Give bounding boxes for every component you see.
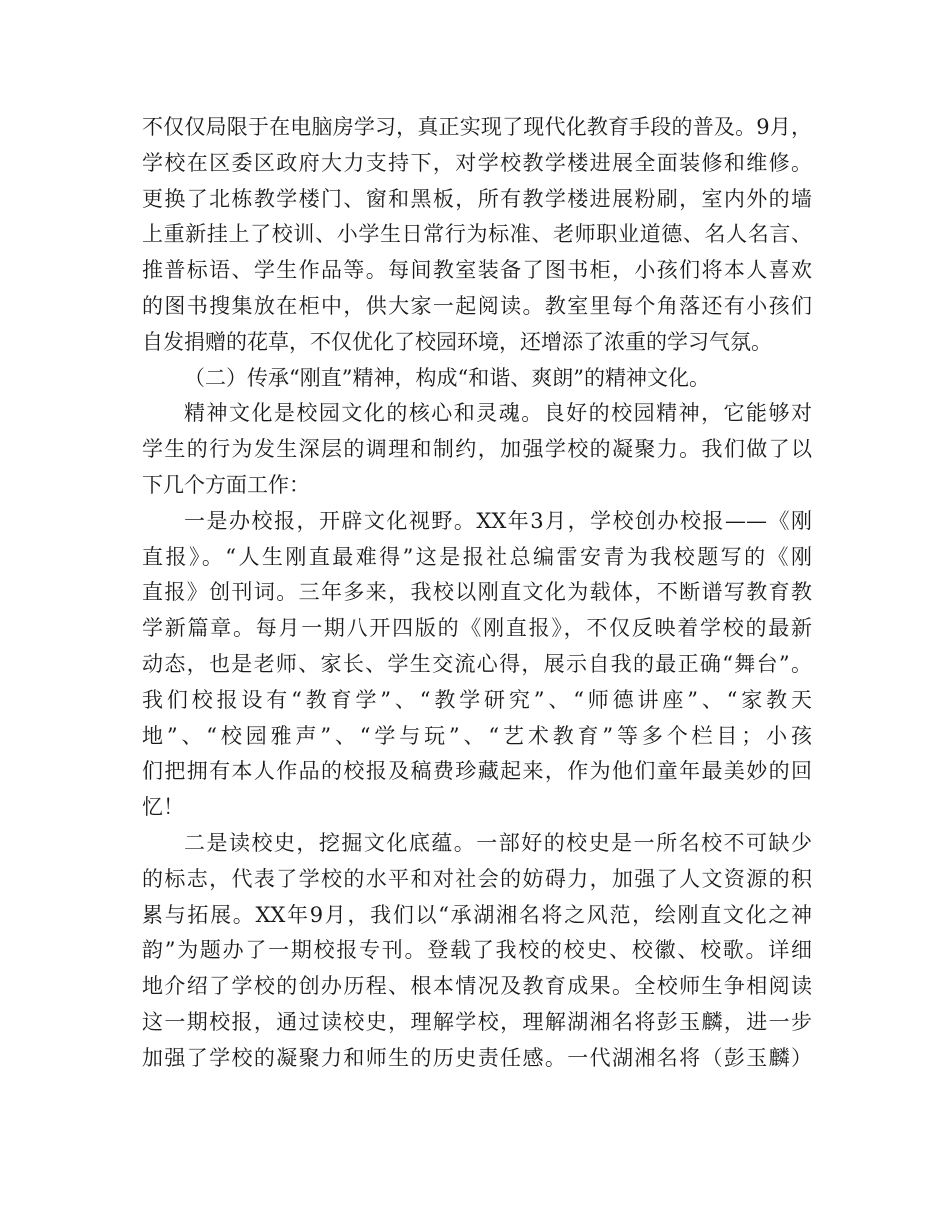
text-line: 学校在区委区政府大力支持下，对学校教学楼进展全面装修和维修。 [142, 150, 812, 175]
text-line: 不仅仅局限于在电脑房学习，真正实现了现代化教育手段的普及。9月， [142, 115, 812, 139]
text-line: 学生的行为发生深层的调理和制约，加强学校的凝聚力。我们做了以 [142, 437, 812, 462]
text-line: 我们校报设有“教育学”、“教学研究”、“师德讲座”、“家教天 [142, 687, 812, 712]
text-line: 加强了学校的凝聚力和师生的历史责任感。一代湖湘名将（彭玉麟） [142, 1045, 812, 1070]
document-page [142, 110, 812, 1077]
text-line: 累与拓展。XX年9月，我们以“承湖湘名将之风范，绘刚直文化之神 [142, 902, 812, 927]
text-line: 忆！ [142, 795, 184, 820]
text-line: 地介绍了学校的创办历程、根本情况及教育成果。全校师生争相阅读 [142, 974, 812, 999]
section-heading: （二）传承“刚直”精神，构成“和谐、爽朗”的精神文化。 [184, 365, 710, 390]
text-line: 精神文化是校园文化的核心和灵魂。良好的校园精神，它能够对 [184, 401, 812, 426]
text-line: 韵”为题办了一期校报专刊。登载了我校的校史、校徽、校歌。详细 [142, 938, 812, 963]
text-line: 自发捐赠的花草，不仅优化了校园环境，还增添了浓重的学习气氛。 [142, 329, 772, 354]
text-line: 上重新挂上了校训、小学生日常行为标准、老师职业道德、名人名言、 [142, 222, 812, 247]
text-line: 动态，也是老师、家长、学生交流心得，展示自我的最正确“舞台”。 [142, 651, 812, 676]
text-line: 学新篇章。每月一期八开四版的《刚直报》，不仅反映着学校的最新 [142, 616, 812, 641]
text-line: 这一期校报，通过读校史，理解学校，理解湖湘名将彭玉麟，进一步 [142, 1009, 812, 1034]
text-line: 一是办校报，开辟文化视野。XX年3月，学校创办校报——《刚 [184, 508, 812, 533]
text-line: 二是读校史，挖掘文化底蕴。一部好的校史是一所名校不可缺少 [184, 830, 812, 855]
text-line: 推普标语、学生作品等。每间教室装备了图书柜，小孩们将本人喜欢 [142, 258, 812, 283]
text-line: 直报》创刊词。三年多来，我校以刚直文化为载体，不断谱写教育教 [142, 580, 812, 605]
text-line: 直报》。“人生刚直最难得”这是报社总编雷安青为我校题写的《刚 [142, 544, 812, 569]
text-line: 下几个方面工作： [142, 472, 310, 497]
text-line: 们把拥有本人作品的校报及稿费珍藏起来，作为他们童年最美妙的回 [142, 759, 812, 784]
text-line: 地”、“校园雅声”、“学与玩”、“艺术教育”等多个栏目；小孩 [142, 723, 812, 748]
text-line: 的图书搜集放在柜中，供大家一起阅读。教室里每个角落还有小孩们 [142, 293, 812, 318]
text-line: 的标志，代表了学校的水平和对社会的妨碍力，加强了人文资源的积 [142, 866, 812, 891]
text-line: 更换了北栋教学楼门、窗和黑板，所有教学楼进展粉刷，室内外的墙 [142, 186, 812, 211]
